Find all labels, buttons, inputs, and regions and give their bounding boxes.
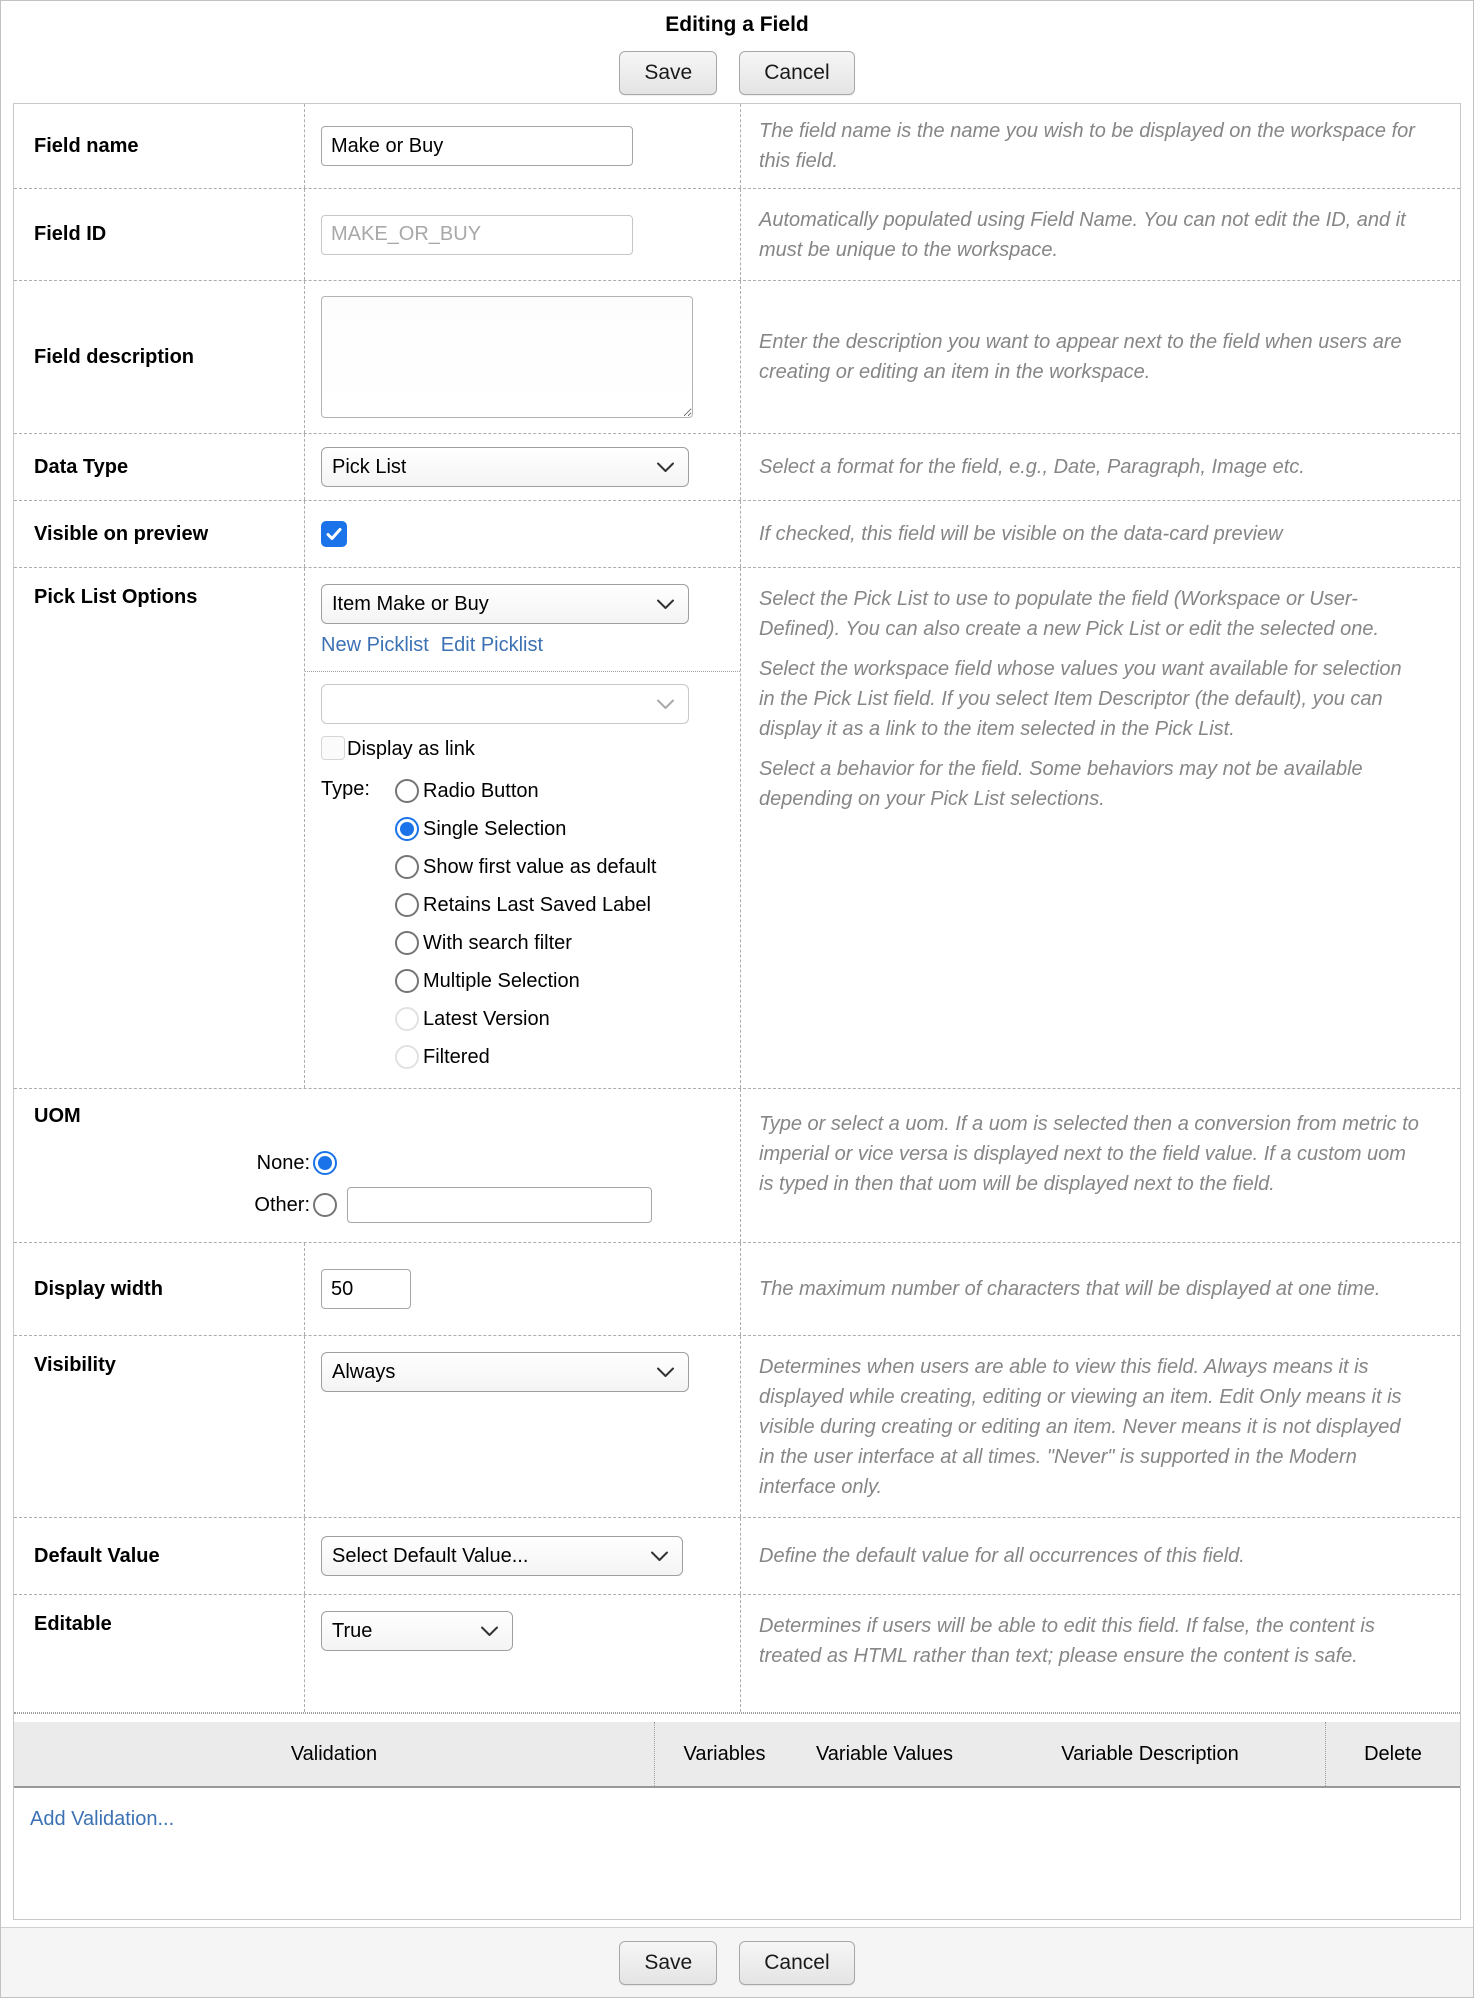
uom-other-option [192, 1184, 740, 1226]
field-id-label: Field ID [34, 223, 107, 245]
cancel-button-top[interactable]: Cancel [739, 51, 854, 95]
field-id-description: Automatically populated using Field Name. You can not edit the ID, and it must be unique to the workspace. [759, 208, 1406, 261]
default-value-label: Default Value [34, 1544, 160, 1567]
visibility-select[interactable]: Always [321, 1352, 689, 1392]
row-visibility [14, 1336, 1460, 1518]
panel-spacer [14, 1837, 1460, 1919]
display-as-link-checkbox[interactable] [321, 736, 345, 760]
type-option-multiple-selection: Multiple Selection [395, 962, 656, 1000]
uom-label: UOM [34, 1105, 81, 1127]
filtered-radio [395, 1045, 419, 1069]
field-editor-panel [13, 103, 1461, 1920]
page-title: Editing a Field [665, 13, 809, 36]
top-button-row [1, 51, 1473, 95]
display-width-label: Display width [34, 1277, 163, 1300]
visible-on-preview-description: If checked, this field will be visible on the data-card preview [759, 523, 1283, 545]
visible-on-preview-label: Visible on preview [34, 522, 209, 545]
row-field-description [14, 281, 1460, 434]
row-field-id [14, 189, 1460, 281]
uom-none-radio[interactable] [313, 1151, 337, 1175]
picklist-select[interactable]: Item Make or Buy [321, 584, 689, 624]
type-option-latest-version: Latest Version [395, 1000, 656, 1038]
field-id-input [321, 215, 633, 255]
row-visible-on-preview [14, 501, 1460, 568]
row-default-value [14, 1518, 1460, 1595]
save-button-top[interactable]: Save [619, 51, 717, 95]
row-editable [14, 1595, 1460, 1713]
row-field-name [14, 104, 1460, 189]
type-label: Type: [321, 778, 370, 800]
data-type-label: Data Type [34, 455, 129, 478]
chevron-down-icon [656, 699, 675, 710]
type-option-show-first-value: Show first value as default [395, 848, 656, 886]
default-value-description: Define the default value for all occurrences of this field. [759, 1545, 1245, 1567]
validation-column-header: Validation [14, 1722, 655, 1786]
display-width-input[interactable] [321, 1269, 411, 1309]
check-icon [326, 527, 342, 541]
page-footer [1, 1927, 1473, 1997]
latest-version-radio [395, 1007, 419, 1031]
retains-last-saved-radio[interactable] [395, 893, 419, 917]
uom-none-label: None: [256, 1151, 310, 1174]
single-selection-radio[interactable] [395, 817, 419, 841]
display-as-link-label: Display as link [347, 738, 475, 760]
variable-description-column-header: Variable Description [975, 1722, 1326, 1786]
uom-other-input[interactable] [347, 1187, 652, 1223]
data-type-select[interactable]: Pick List [321, 447, 689, 487]
row-pick-list-options [14, 568, 1460, 1089]
chevron-down-icon [480, 1626, 499, 1637]
picklist-section-divider [305, 671, 740, 672]
visibility-label: Visibility [34, 1354, 116, 1376]
editable-select[interactable]: True [321, 1611, 513, 1651]
uom-none-option [192, 1142, 740, 1184]
uom-other-label: Other: [254, 1193, 310, 1216]
pick-list-options-label: Pick List Options [34, 586, 198, 608]
page-header [1, 1, 1473, 103]
type-option-filtered: Filtered [395, 1038, 656, 1076]
workspace-field-select[interactable] [321, 684, 689, 724]
default-value-select[interactable]: Select Default Value... [321, 1536, 683, 1576]
visible-on-preview-checkbox[interactable] [321, 521, 347, 547]
chevron-down-icon [656, 462, 675, 473]
edit-picklist-link[interactable]: Edit Picklist [440, 634, 544, 656]
type-option-with-search-filter: With search filter [395, 924, 656, 962]
uom-description: Type or select a uom. If a uom is selected then a conversion from metric to imperial or vice versa is displayed next to the field value. If a custom uom is typed in then that uom will be displayed next to the field. [759, 1113, 1419, 1195]
row-uom [14, 1089, 1460, 1243]
data-type-description: Select a format for the field, e.g., Date, Paragraph, Image etc. [759, 456, 1305, 478]
display-as-link-option [321, 736, 740, 762]
save-button-bottom[interactable]: Save [619, 1941, 717, 1985]
with-search-filter-radio[interactable] [395, 931, 419, 955]
show-first-value-radio[interactable] [395, 855, 419, 879]
variable-values-column-header: Variable Values [815, 1742, 954, 1765]
chevron-down-icon [656, 1367, 675, 1378]
editable-description: Determines if users will be able to edit this field. If false, the content is treated as HTML rather than text; please ensure the content is safe. [759, 1615, 1375, 1667]
cancel-button-bottom[interactable]: Cancel [739, 1941, 854, 1985]
display-width-description: The maximum number of characters that will be displayed at one time. [759, 1278, 1381, 1300]
validation-table-header [14, 1722, 1460, 1788]
multiple-selection-radio[interactable] [395, 969, 419, 993]
type-option-radio-button: Radio Button [395, 772, 656, 810]
field-name-label: Field name [34, 134, 139, 157]
editable-label: Editable [34, 1613, 112, 1635]
field-description-textarea[interactable] [321, 296, 693, 418]
type-option-retains-last-saved: Retains Last Saved Label [395, 886, 656, 924]
type-option-single-selection: Single Selection [395, 810, 656, 848]
picklist-type-group [321, 772, 740, 1076]
variables-column-header: Variables [683, 1742, 766, 1765]
chevron-down-icon [656, 599, 675, 610]
row-display-width [14, 1243, 1460, 1336]
add-validation-link[interactable]: Add Validation... [30, 1808, 175, 1830]
field-name-input[interactable] [321, 126, 633, 166]
visibility-description: Determines when users are able to view this field. Always means it is displayed while creating, editing or viewing an item. Edit Only means it is visible during creating or editing an item. Never means it is not displayed in the user interface at all times. "Never" is supported in the Modern interface only. [759, 1356, 1402, 1498]
delete-column-header: Delete [1364, 1742, 1422, 1765]
uom-other-radio[interactable] [313, 1193, 337, 1217]
pick-list-options-description: Select the Pick List to use to populate the field (Workspace or User-Defined). You can also create a new Pick List or edit the selected one. Select the workspace field whose values you want available for selection in the Pick List field. If you select Item Descriptor (the default), you can display it as a link to the item selected in the Pick List. Select a behavior for the field. Some behaviors may not be available depending on your Pick List selections. [759, 588, 1402, 810]
row-data-type [14, 434, 1460, 501]
radio-button-radio[interactable] [395, 779, 419, 803]
field-description-label: Field description [34, 345, 195, 368]
new-picklist-link[interactable]: New Picklist [321, 634, 429, 656]
field-description-description: Enter the description you want to appear next to the field when users are creating or editing an item in the workspace. [759, 331, 1402, 383]
validation-table [14, 1713, 1460, 1788]
chevron-down-icon [650, 1551, 669, 1562]
field-name-description: The field name is the name you wish to be displayed on the workspace for this field. [759, 120, 1415, 172]
